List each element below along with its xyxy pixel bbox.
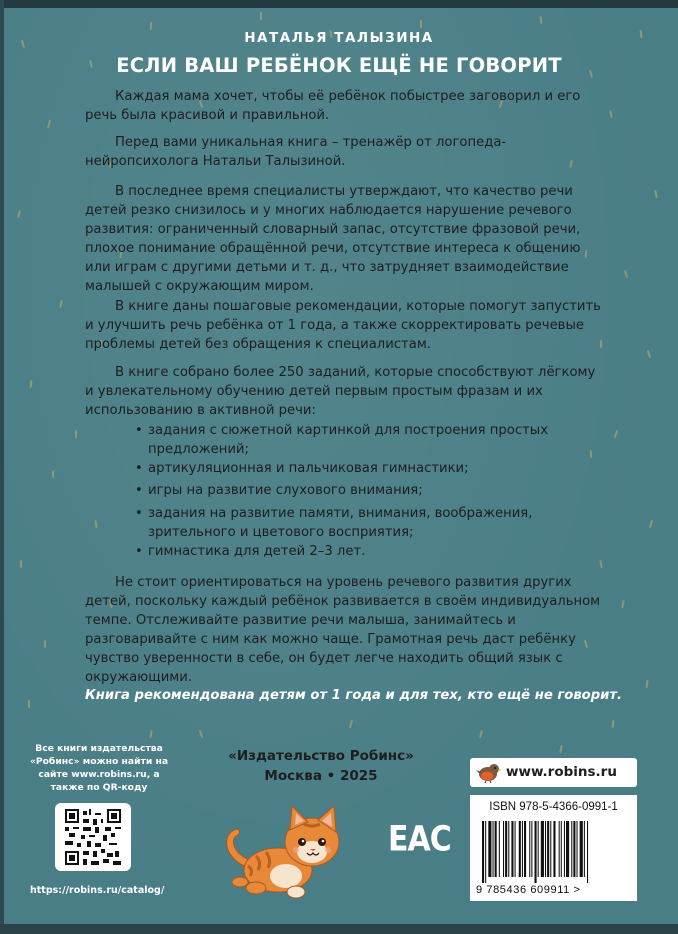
barcode-bar xyxy=(511,821,513,877)
background-dash xyxy=(17,210,21,218)
barcode-bar xyxy=(485,821,486,883)
background-dash xyxy=(479,730,483,738)
paragraph-text: В книге собрано более 250 заданий, которые способствуют лёгкому и увлекательному обучению детей первым простым фразам и их использованию в активной речи: xyxy=(85,365,596,418)
robin-bird-icon xyxy=(476,761,502,783)
barcode-bar xyxy=(482,821,484,883)
background-dash xyxy=(20,560,22,568)
barcode-bar xyxy=(580,821,583,877)
barcode-bar xyxy=(499,821,500,877)
barcode-bar xyxy=(529,821,530,877)
left-edge xyxy=(0,0,4,934)
barcode-bar xyxy=(547,821,549,877)
barcode-bar xyxy=(519,821,521,877)
background-dash xyxy=(647,350,651,358)
paragraph-text: Каждая мама хочет, чтобы её ребёнок побыстрее заговорил и его речь была красивой и правильной. xyxy=(85,89,581,123)
qr-code[interactable] xyxy=(55,803,131,871)
paragraph-text: Не стоит ориентироваться на уровень речевого развития других детей, поскольку каждый ребёнок развивается в своём индивидуальном темпе. Отслеживайте развитие речи малыша, занимайтесь и разговаривайте с ним как можно чаще. Грамотная речь даст ребёнку чувство уверенности в себе, он будет легче находить общий язык с окружающими. xyxy=(85,575,601,685)
barcode-bar xyxy=(505,821,507,877)
bottom-edge xyxy=(0,924,678,934)
bullet-item: • артикуляционная и пальчиковая гимнастики; xyxy=(135,459,615,478)
barcode-bar xyxy=(566,821,569,877)
barcode-bar xyxy=(559,821,560,877)
author-name: НАТАЛЬЯ ТАЛЫЗИНА xyxy=(244,30,434,46)
bullet-item: • игры на развитие слухового внимания; xyxy=(135,481,615,500)
barcode-bar xyxy=(535,821,537,883)
paragraph-5 xyxy=(85,363,605,420)
barcode-bar xyxy=(587,821,588,883)
publisher-name: «Издательство Робинс» xyxy=(228,748,414,764)
barcode-bar xyxy=(524,821,526,877)
age-recommendation: Книга рекомендована детям от 1 года и для тех, кто ещё не говорит. xyxy=(85,688,623,703)
barcode-bar xyxy=(577,821,578,877)
background-dash xyxy=(612,720,615,728)
paragraph-1 xyxy=(85,87,605,125)
background-dash xyxy=(599,560,602,568)
barcode-bar xyxy=(522,821,523,877)
background-dash xyxy=(59,300,62,308)
isbn-number: ISBN 978-5-4366-0991-1 xyxy=(489,801,618,813)
bullet-list xyxy=(135,504,615,542)
background-dash xyxy=(621,600,625,608)
paragraph-text: В книге даны пошаговые рекомендации, которые помогут запустить и улучшить речь ребёнка от 1 года, а также скорректировать речевые проблемы детей без обращения к специалистам. xyxy=(85,299,601,352)
background-dash xyxy=(47,120,51,128)
barcode-bar xyxy=(541,821,544,877)
book-title: ЕСЛИ ВАШ РЕБЁНОК ЕЩЁ НЕ ГОВОРИТ xyxy=(116,54,562,77)
barcode-bar xyxy=(584,821,585,877)
publisher-info xyxy=(196,746,446,786)
bullet-item: • гимнастика для детей 2–3 лет. xyxy=(135,542,615,561)
barcode-bar xyxy=(561,821,562,877)
background-dash xyxy=(349,720,353,728)
background-dash xyxy=(260,12,262,20)
barcode-bar xyxy=(564,821,565,877)
background-dash xyxy=(649,520,653,528)
background-dash xyxy=(75,430,77,438)
barcode-bar xyxy=(553,821,555,877)
paragraph-4 xyxy=(85,297,605,354)
background-dash xyxy=(28,700,31,708)
eac-certification-mark: EAC xyxy=(388,819,451,860)
paragraph-text: В последнее время специалисты утверждают, что качество речи детей резко снизилось и у многих наблюдается нарушение речевого развития: ограниченный словарный запас, отсутствие фразовой речи, плохое понимание обращённой речи, отсутствие интереса к общению или играм с другими детьми и т. д., что затрудняет взаимодействие малышей с окружающим миром. xyxy=(85,184,581,294)
barcode-bar xyxy=(515,821,516,877)
background-dash xyxy=(559,745,562,753)
bullet-list xyxy=(135,481,615,500)
paragraph-6 xyxy=(85,573,605,687)
barcode-bar xyxy=(503,821,504,877)
website-badge[interactable] xyxy=(470,758,637,787)
barcode-bar xyxy=(493,821,494,877)
catalog-link[interactable]: https://robins.ru/catalog/ xyxy=(30,885,165,896)
barcode-bar xyxy=(495,821,497,877)
catalog-note: Все книги издательства «Робинс» можно найти на сайте www.robins.ru, а также по QR-коду xyxy=(29,743,169,793)
barcode-bar xyxy=(550,821,551,877)
background-dash xyxy=(624,270,628,278)
barcode-bar xyxy=(573,821,575,877)
publisher-city-year: Москва • 2025 xyxy=(264,768,378,784)
background-dash xyxy=(29,380,32,388)
background-dash xyxy=(609,110,612,118)
bullet-item: • задания с сюжетной картинкой для построения простых предложений; xyxy=(135,421,615,459)
barcode-digits: 9 785436 609911 > xyxy=(476,884,581,896)
barcode-icon xyxy=(482,821,625,883)
background-dash xyxy=(645,680,648,688)
barcode-bar xyxy=(545,821,546,877)
background-dash xyxy=(44,640,46,648)
background-dash xyxy=(199,730,204,738)
background-dash xyxy=(149,730,152,738)
isbn-barcode-box xyxy=(470,795,637,901)
background-dash xyxy=(52,470,55,478)
barcode-bar xyxy=(508,821,509,877)
background-dash xyxy=(540,16,543,24)
paragraph-text: Перед вами уникальная книга – тренажёр от логопеда-нейропсихолога Натальи Талызиной. xyxy=(85,135,507,169)
barcode-bar xyxy=(531,821,532,877)
cat-illustration xyxy=(216,796,356,912)
barcode-bar xyxy=(488,821,491,877)
bullet-list xyxy=(135,542,615,561)
background-dash xyxy=(94,520,97,528)
barcode-bar xyxy=(538,821,539,877)
cat-icon xyxy=(216,796,356,908)
website-url[interactable]: www.robins.ru xyxy=(506,764,617,780)
paragraph-2 xyxy=(85,133,605,171)
paragraph-3 xyxy=(85,182,605,296)
background-dash xyxy=(150,22,152,30)
bullet-list xyxy=(135,459,615,478)
background-dash xyxy=(420,20,422,28)
background-dash xyxy=(654,190,658,198)
barcode-bar xyxy=(571,821,572,877)
qr-code-icon xyxy=(65,809,121,865)
bullet-item: • задания на развитие памяти, внимания, воображения, зрительного и цветового восприятия; xyxy=(135,504,615,542)
top-edge xyxy=(0,0,678,8)
bullet-list xyxy=(135,421,615,459)
